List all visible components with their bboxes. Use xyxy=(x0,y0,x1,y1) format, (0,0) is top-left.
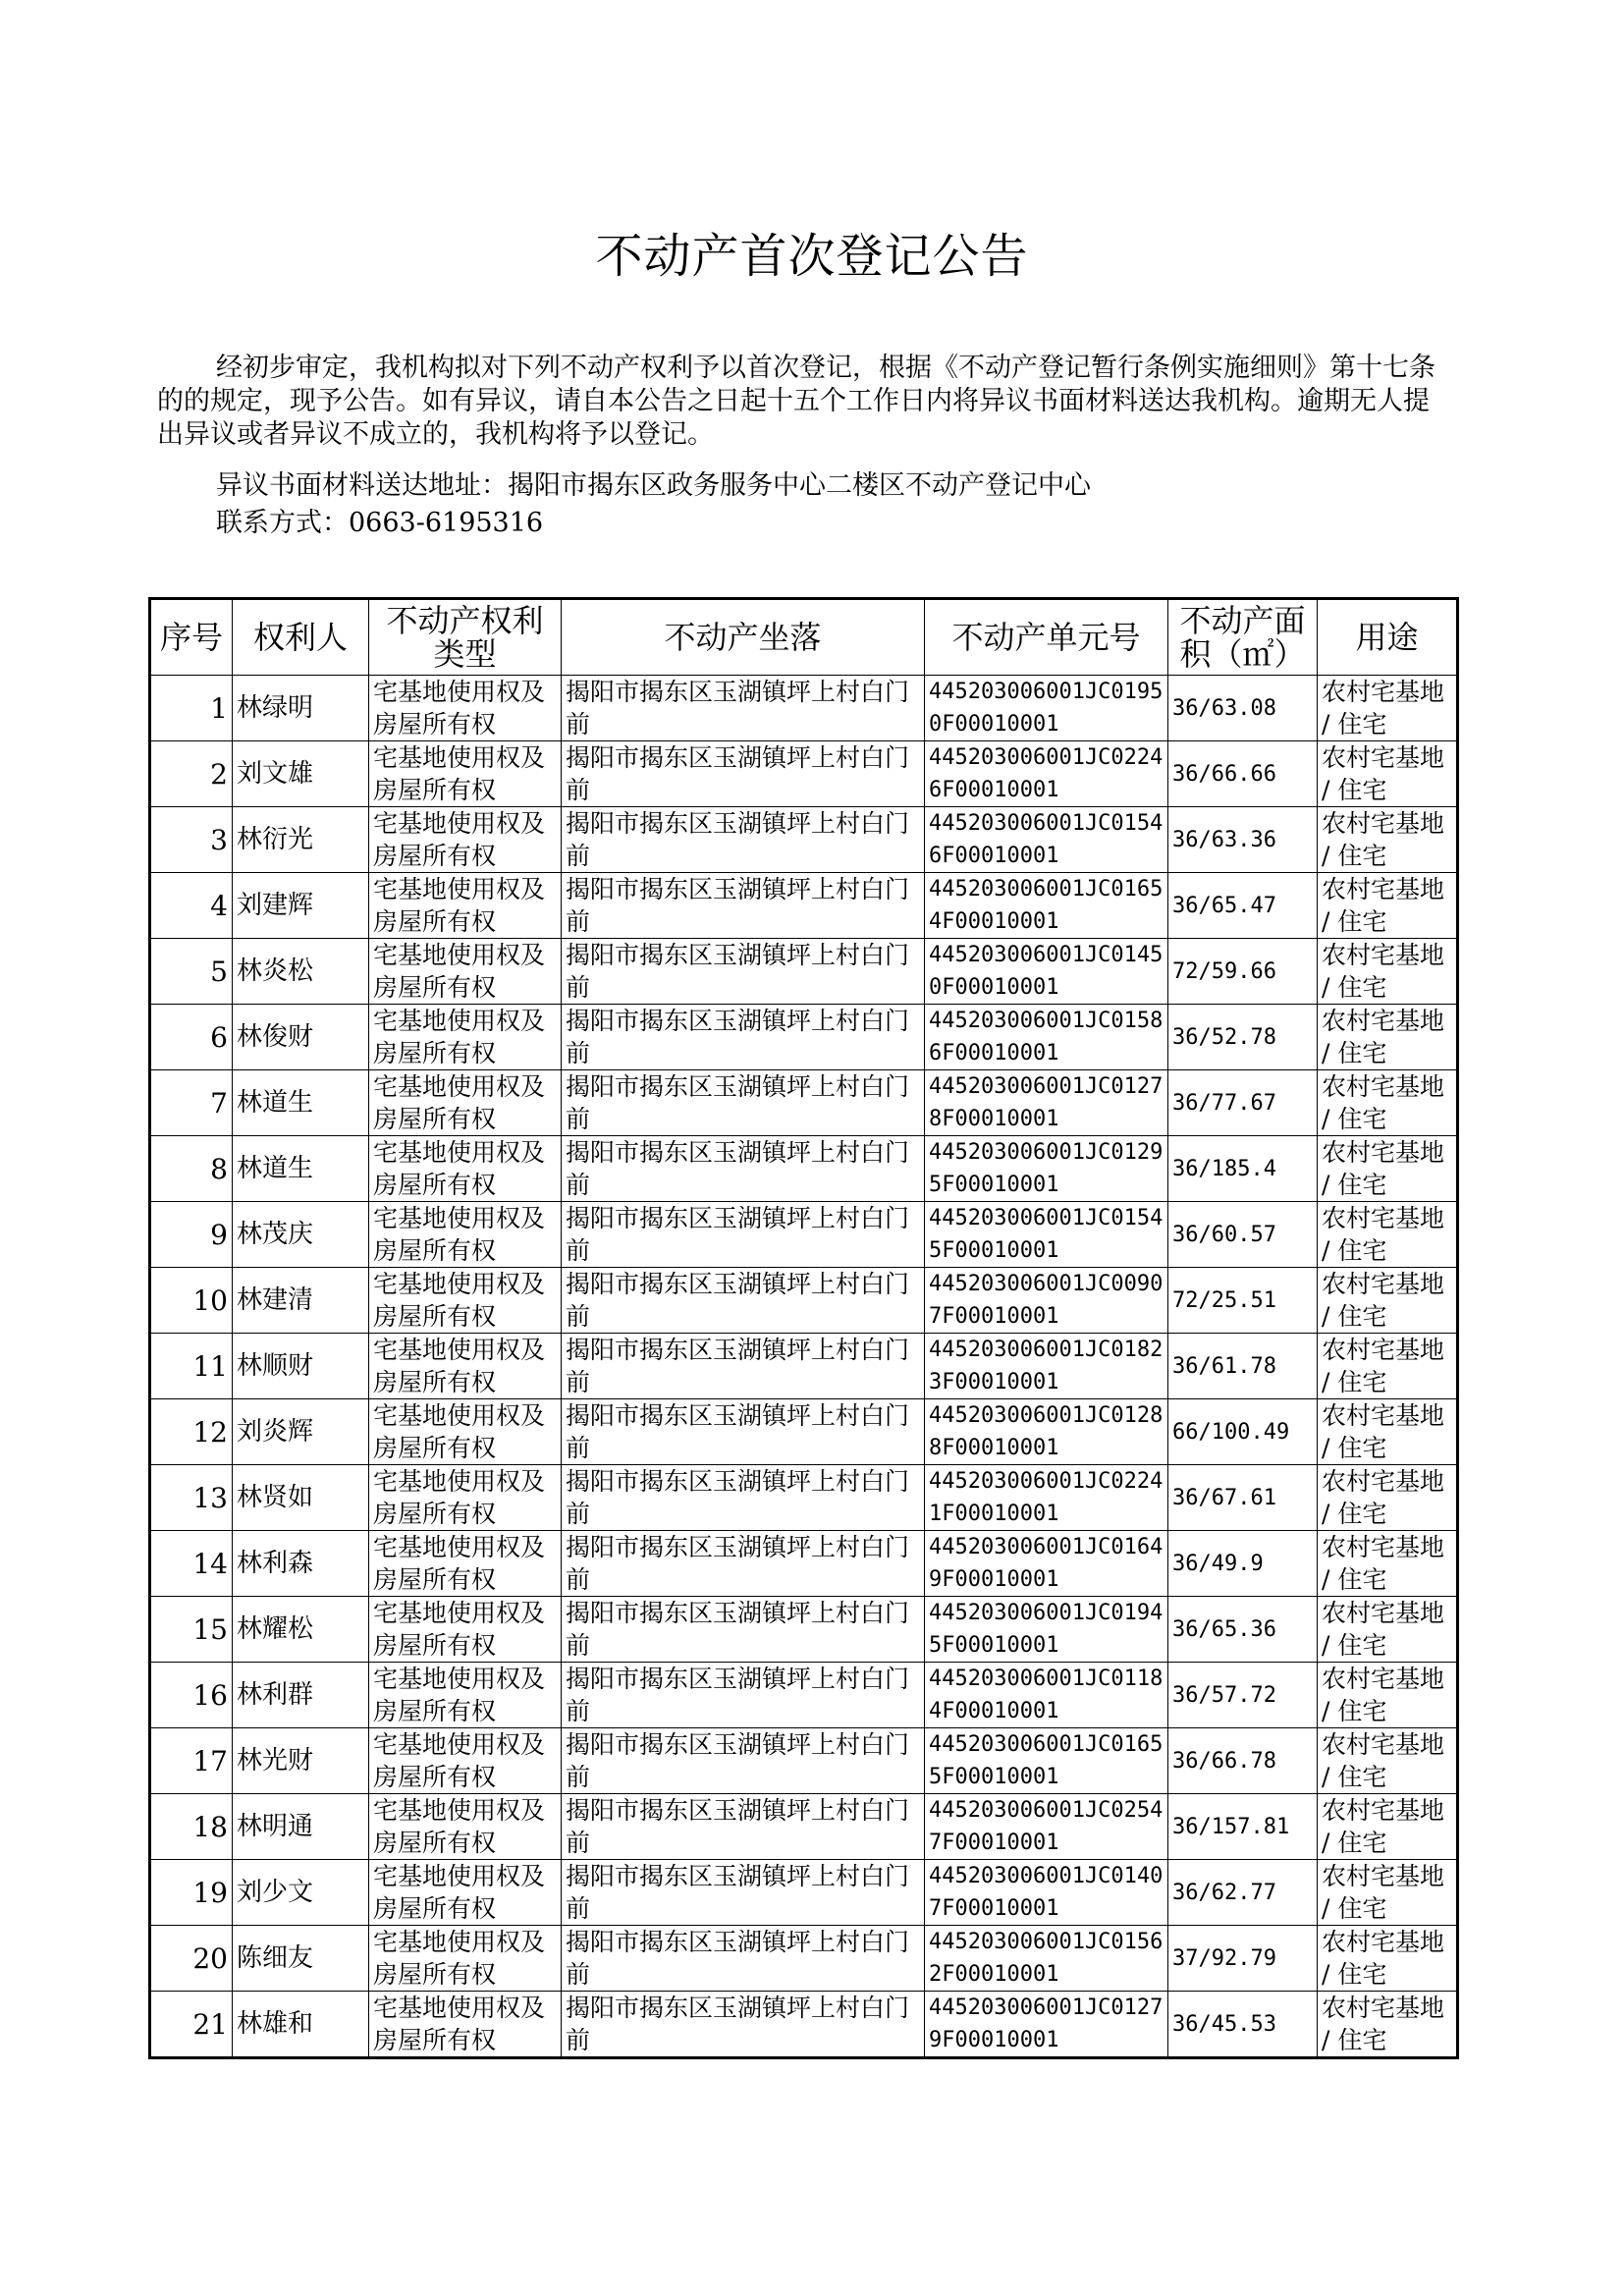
cell-owner: 林利群 xyxy=(233,1663,369,1728)
cell-area: 36/66.66 xyxy=(1168,741,1318,807)
header-area: 不动产面积（㎡） xyxy=(1168,599,1318,676)
table-row xyxy=(150,1597,1458,1663)
cell-seq: 5 xyxy=(150,939,233,1005)
cell-right-type: 宅基地使用权及房屋所有权 xyxy=(369,1136,562,1202)
table-row xyxy=(150,873,1458,939)
table-row xyxy=(150,1005,1458,1070)
cell-area: 36/49.9 xyxy=(1168,1531,1318,1597)
cell-usage: 农村宅基地 / 住宅 xyxy=(1318,807,1458,873)
cell-area: 66/100.49 xyxy=(1168,1399,1318,1465)
cell-right-type: 宅基地使用权及房屋所有权 xyxy=(369,1663,562,1728)
cell-usage: 农村宅基地 / 住宅 xyxy=(1318,1136,1458,1202)
cell-seq: 16 xyxy=(150,1663,233,1728)
cell-unit-number: 445203006001JC01546F00010001 xyxy=(925,807,1168,873)
cell-right-type: 宅基地使用权及房屋所有权 xyxy=(369,939,562,1005)
cell-usage: 农村宅基地 / 住宅 xyxy=(1318,873,1458,939)
cell-unit-number: 445203006001JC01278F00010001 xyxy=(925,1070,1168,1136)
cell-right-type: 宅基地使用权及房屋所有权 xyxy=(369,1794,562,1860)
cell-seq: 10 xyxy=(150,1268,233,1334)
cell-owner: 林衍光 xyxy=(233,807,369,873)
cell-seq: 20 xyxy=(150,1926,233,1992)
table-row xyxy=(150,1268,1458,1334)
table-row xyxy=(150,1531,1458,1597)
cell-location: 揭阳市揭东区玉湖镇坪上村白门前 xyxy=(562,1334,925,1399)
cell-area: 36/65.47 xyxy=(1168,873,1318,939)
cell-seq: 12 xyxy=(150,1399,233,1465)
cell-owner: 刘文雄 xyxy=(233,741,369,807)
cell-unit-number: 445203006001JC01279F00010001 xyxy=(925,1992,1168,2058)
cell-owner: 林雄和 xyxy=(233,1992,369,2058)
cell-seq: 1 xyxy=(150,676,233,741)
cell-area: 36/63.36 xyxy=(1168,807,1318,873)
cell-owner: 林茂庆 xyxy=(233,1202,369,1268)
cell-owner: 林俊财 xyxy=(233,1005,369,1070)
cell-area: 36/61.78 xyxy=(1168,1334,1318,1399)
cell-right-type: 宅基地使用权及房屋所有权 xyxy=(369,676,562,741)
cell-owner: 林光财 xyxy=(233,1728,369,1794)
cell-location: 揭阳市揭东区玉湖镇坪上村白门前 xyxy=(562,1926,925,1992)
cell-seq: 18 xyxy=(150,1794,233,1860)
cell-right-type: 宅基地使用权及房屋所有权 xyxy=(369,1268,562,1334)
cell-unit-number: 445203006001JC01950F00010001 xyxy=(925,676,1168,741)
cell-unit-number: 445203006001JC01945F00010001 xyxy=(925,1597,1168,1663)
cell-location: 揭阳市揭东区玉湖镇坪上村白门前 xyxy=(562,1070,925,1136)
table-row xyxy=(150,1202,1458,1268)
cell-location: 揭阳市揭东区玉湖镇坪上村白门前 xyxy=(562,1663,925,1728)
cell-right-type: 宅基地使用权及房屋所有权 xyxy=(369,1597,562,1663)
table-row xyxy=(150,1663,1458,1728)
cell-usage: 农村宅基地 / 住宅 xyxy=(1318,1202,1458,1268)
cell-owner: 林贤如 xyxy=(233,1465,369,1531)
intro-paragraph: 经初步审定，我机构拟对下列不动产权利予以首次登记，根据《不动产登记暂行条例实施细则》第十七条的的规定，现予公告。如有异议，请自本公告之日起十五个工作日内将异议书面材料送达我机构。逾期无人提出异议或者异议不成立的，我机构将予以登记。 xyxy=(157,353,1435,450)
cell-location: 揭阳市揭东区玉湖镇坪上村白门前 xyxy=(562,1136,925,1202)
cell-area: 36/185.4 xyxy=(1168,1136,1318,1202)
cell-unit-number: 445203006001JC02547F00010001 xyxy=(925,1794,1168,1860)
cell-right-type: 宅基地使用权及房屋所有权 xyxy=(369,1531,562,1597)
objection-address: 异议书面材料送达地址：揭阳市揭东区政务服务中心二楼区不动产登记中心 xyxy=(216,470,1091,501)
cell-unit-number: 445203006001JC01654F00010001 xyxy=(925,873,1168,939)
table-row xyxy=(150,1860,1458,1926)
cell-area: 36/57.72 xyxy=(1168,1663,1318,1728)
cell-unit-number: 445203006001JC01407F00010001 xyxy=(925,1860,1168,1926)
cell-unit-number: 445203006001JC01586F00010001 xyxy=(925,1005,1168,1070)
cell-right-type: 宅基地使用权及房屋所有权 xyxy=(369,1992,562,2058)
cell-location: 揭阳市揭东区玉湖镇坪上村白门前 xyxy=(562,1597,925,1663)
cell-seq: 4 xyxy=(150,873,233,939)
contact-info: 联系方式：0663-6195316 xyxy=(216,508,544,538)
cell-seq: 9 xyxy=(150,1202,233,1268)
header-unit-number: 不动产单元号 xyxy=(925,599,1168,676)
table-body xyxy=(150,676,1458,2058)
table-row xyxy=(150,741,1458,807)
cell-unit-number: 445203006001JC02246F00010001 xyxy=(925,741,1168,807)
cell-area: 36/52.78 xyxy=(1168,1005,1318,1070)
cell-usage: 农村宅基地 / 住宅 xyxy=(1318,676,1458,741)
cell-unit-number: 445203006001JC02241F00010001 xyxy=(925,1465,1168,1531)
cell-seq: 17 xyxy=(150,1728,233,1794)
cell-seq: 6 xyxy=(150,1005,233,1070)
table-header-row xyxy=(150,599,1458,676)
cell-owner: 林顺财 xyxy=(233,1334,369,1399)
cell-usage: 农村宅基地 / 住宅 xyxy=(1318,1531,1458,1597)
cell-area: 36/63.08 xyxy=(1168,676,1318,741)
cell-location: 揭阳市揭东区玉湖镇坪上村白门前 xyxy=(562,676,925,741)
header-location: 不动产坐落 xyxy=(562,599,925,676)
cell-location: 揭阳市揭东区玉湖镇坪上村白门前 xyxy=(562,1005,925,1070)
cell-location: 揭阳市揭东区玉湖镇坪上村白门前 xyxy=(562,807,925,873)
cell-seq: 21 xyxy=(150,1992,233,2058)
table-row xyxy=(150,676,1458,741)
cell-usage: 农村宅基地 / 住宅 xyxy=(1318,1860,1458,1926)
cell-usage: 农村宅基地 / 住宅 xyxy=(1318,1268,1458,1334)
table-row xyxy=(150,1728,1458,1794)
cell-unit-number: 445203006001JC01823F00010001 xyxy=(925,1334,1168,1399)
cell-unit-number: 445203006001JC01450F00010001 xyxy=(925,939,1168,1005)
cell-usage: 农村宅基地 / 住宅 xyxy=(1318,1597,1458,1663)
cell-owner: 刘炎辉 xyxy=(233,1399,369,1465)
cell-seq: 3 xyxy=(150,807,233,873)
table-row xyxy=(150,807,1458,873)
table-row xyxy=(150,1926,1458,1992)
cell-unit-number: 445203006001JC00907F00010001 xyxy=(925,1268,1168,1334)
cell-right-type: 宅基地使用权及房屋所有权 xyxy=(369,1860,562,1926)
cell-right-type: 宅基地使用权及房屋所有权 xyxy=(369,807,562,873)
cell-right-type: 宅基地使用权及房屋所有权 xyxy=(369,1465,562,1531)
cell-owner: 林炎松 xyxy=(233,939,369,1005)
cell-usage: 农村宅基地 / 住宅 xyxy=(1318,1794,1458,1860)
cell-owner: 林道生 xyxy=(233,1070,369,1136)
cell-area: 36/45.53 xyxy=(1168,1992,1318,2058)
header-right-type: 不动产权利类型 xyxy=(369,599,562,676)
cell-location: 揭阳市揭东区玉湖镇坪上村白门前 xyxy=(562,1992,925,2058)
cell-usage: 农村宅基地 / 住宅 xyxy=(1318,1070,1458,1136)
cell-area: 36/60.57 xyxy=(1168,1202,1318,1268)
cell-seq: 2 xyxy=(150,741,233,807)
cell-usage: 农村宅基地 / 住宅 xyxy=(1318,1992,1458,2058)
cell-location: 揭阳市揭东区玉湖镇坪上村白门前 xyxy=(562,1531,925,1597)
cell-unit-number: 445203006001JC01655F00010001 xyxy=(925,1728,1168,1794)
cell-right-type: 宅基地使用权及房屋所有权 xyxy=(369,1399,562,1465)
cell-area: 37/92.79 xyxy=(1168,1926,1318,1992)
cell-area: 72/25.51 xyxy=(1168,1268,1318,1334)
cell-owner: 刘建辉 xyxy=(233,873,369,939)
cell-unit-number: 445203006001JC01295F00010001 xyxy=(925,1136,1168,1202)
cell-location: 揭阳市揭东区玉湖镇坪上村白门前 xyxy=(562,1268,925,1334)
cell-unit-number: 445203006001JC01288F00010001 xyxy=(925,1399,1168,1465)
cell-owner: 刘少文 xyxy=(233,1860,369,1926)
table-row xyxy=(150,939,1458,1005)
cell-usage: 农村宅基地 / 住宅 xyxy=(1318,1926,1458,1992)
cell-owner: 林明通 xyxy=(233,1794,369,1860)
cell-area: 36/67.61 xyxy=(1168,1465,1318,1531)
cell-usage: 农村宅基地 / 住宅 xyxy=(1318,1005,1458,1070)
table-row xyxy=(150,1992,1458,2058)
cell-seq: 13 xyxy=(150,1465,233,1531)
cell-area: 36/66.78 xyxy=(1168,1728,1318,1794)
cell-owner: 林绿明 xyxy=(233,676,369,741)
table-row xyxy=(150,1465,1458,1531)
cell-right-type: 宅基地使用权及房屋所有权 xyxy=(369,1070,562,1136)
cell-usage: 农村宅基地 / 住宅 xyxy=(1318,1728,1458,1794)
registration-table xyxy=(148,597,1459,2059)
cell-right-type: 宅基地使用权及房屋所有权 xyxy=(369,741,562,807)
cell-seq: 19 xyxy=(150,1860,233,1926)
cell-area: 36/65.36 xyxy=(1168,1597,1318,1663)
cell-usage: 农村宅基地 / 住宅 xyxy=(1318,1399,1458,1465)
cell-owner: 林建清 xyxy=(233,1268,369,1334)
cell-owner: 林利森 xyxy=(233,1531,369,1597)
cell-seq: 15 xyxy=(150,1597,233,1663)
cell-usage: 农村宅基地 / 住宅 xyxy=(1318,1663,1458,1728)
cell-owner: 陈细友 xyxy=(233,1926,369,1992)
table-row xyxy=(150,1794,1458,1860)
cell-location: 揭阳市揭东区玉湖镇坪上村白门前 xyxy=(562,1794,925,1860)
cell-right-type: 宅基地使用权及房屋所有权 xyxy=(369,1728,562,1794)
cell-unit-number: 445203006001JC01562F00010001 xyxy=(925,1926,1168,1992)
cell-location: 揭阳市揭东区玉湖镇坪上村白门前 xyxy=(562,1202,925,1268)
cell-area: 36/157.81 xyxy=(1168,1794,1318,1860)
cell-location: 揭阳市揭东区玉湖镇坪上村白门前 xyxy=(562,1860,925,1926)
page-title: 不动产首次登记公告 xyxy=(595,229,1029,284)
cell-right-type: 宅基地使用权及房屋所有权 xyxy=(369,873,562,939)
cell-owner: 林耀松 xyxy=(233,1597,369,1663)
cell-usage: 农村宅基地 / 住宅 xyxy=(1318,1465,1458,1531)
cell-location: 揭阳市揭东区玉湖镇坪上村白门前 xyxy=(562,939,925,1005)
cell-right-type: 宅基地使用权及房屋所有权 xyxy=(369,1926,562,1992)
table-row xyxy=(150,1136,1458,1202)
cell-right-type: 宅基地使用权及房屋所有权 xyxy=(369,1005,562,1070)
cell-location: 揭阳市揭东区玉湖镇坪上村白门前 xyxy=(562,1399,925,1465)
cell-seq: 14 xyxy=(150,1531,233,1597)
header-usage: 用途 xyxy=(1318,599,1458,676)
cell-usage: 农村宅基地 / 住宅 xyxy=(1318,1334,1458,1399)
cell-unit-number: 445203006001JC01545F00010001 xyxy=(925,1202,1168,1268)
cell-owner: 林道生 xyxy=(233,1136,369,1202)
cell-usage: 农村宅基地 / 住宅 xyxy=(1318,939,1458,1005)
cell-area: 36/77.67 xyxy=(1168,1070,1318,1136)
table-row xyxy=(150,1399,1458,1465)
cell-seq: 8 xyxy=(150,1136,233,1202)
table-row xyxy=(150,1334,1458,1399)
cell-area: 36/62.77 xyxy=(1168,1860,1318,1926)
cell-area: 72/59.66 xyxy=(1168,939,1318,1005)
cell-unit-number: 445203006001JC01184F00010001 xyxy=(925,1663,1168,1728)
header-owner: 权利人 xyxy=(233,599,369,676)
cell-seq: 7 xyxy=(150,1070,233,1136)
table-row xyxy=(150,1070,1458,1136)
cell-right-type: 宅基地使用权及房屋所有权 xyxy=(369,1202,562,1268)
cell-usage: 农村宅基地 / 住宅 xyxy=(1318,741,1458,807)
cell-right-type: 宅基地使用权及房屋所有权 xyxy=(369,1334,562,1399)
cell-location: 揭阳市揭东区玉湖镇坪上村白门前 xyxy=(562,1728,925,1794)
cell-unit-number: 445203006001JC01649F00010001 xyxy=(925,1531,1168,1597)
cell-location: 揭阳市揭东区玉湖镇坪上村白门前 xyxy=(562,1465,925,1531)
header-seq: 序号 xyxy=(150,599,233,676)
cell-seq: 11 xyxy=(150,1334,233,1399)
cell-location: 揭阳市揭东区玉湖镇坪上村白门前 xyxy=(562,873,925,939)
cell-location: 揭阳市揭东区玉湖镇坪上村白门前 xyxy=(562,741,925,807)
